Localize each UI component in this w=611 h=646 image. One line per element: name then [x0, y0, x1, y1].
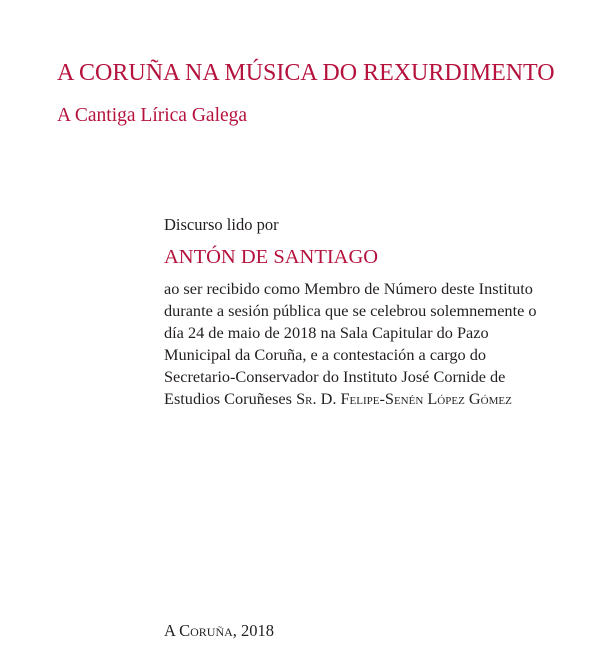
document-subtitle: A Cantiga Lírica Galega: [57, 105, 248, 126]
respondent-name: Sr. D. Felipe-Senén López Gómez: [296, 389, 512, 408]
speech-description: [164, 278, 604, 410]
description-line: Secretario-Conservador do Instituto José Cornide de: [164, 367, 506, 386]
description-line-last: [164, 388, 604, 410]
description-line: durante a sesión pública que se celebrou solemnemente o: [164, 301, 537, 320]
place-year: A Coruña, 2018: [164, 621, 275, 640]
description-line: ao ser recibido como Membro de Número deste Instituto: [164, 279, 533, 298]
description-line: día 24 de maio de 2018 na Sala Capitular do Pazo: [164, 323, 489, 342]
author-name: ANTÓN DE SANTIAGO: [164, 246, 379, 268]
speech-block: [164, 214, 604, 410]
description-line: Municipal da Coruña, e a contestación a cargo do: [164, 345, 487, 364]
description-line-prefix: Estudios Coruñeses: [164, 389, 297, 408]
document-title: A CORUÑA NA MÚSICA DO REXURDIMENTO: [57, 60, 555, 86]
read-by-label: Discurso lido por: [164, 215, 279, 234]
